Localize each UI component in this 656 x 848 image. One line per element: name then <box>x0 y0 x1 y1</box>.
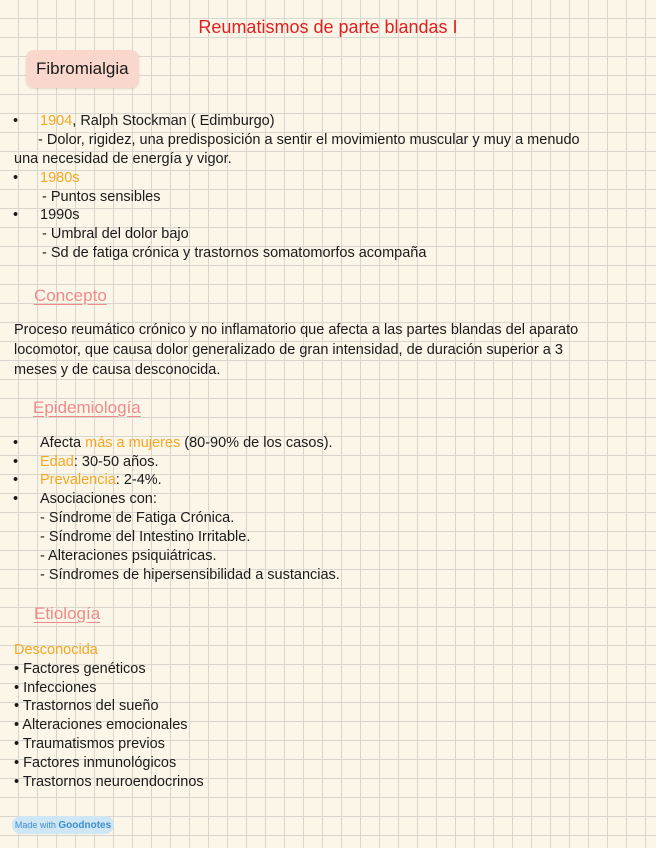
epi-prevalencia-label: Prevalencia <box>40 472 116 488</box>
etiologia-item-6: • Factores inmunológicos <box>14 755 177 771</box>
page-title: Reumatismos de parte blandas I <box>198 17 458 37</box>
badge-brand: Goodnotes <box>58 820 112 831</box>
concepto-paragraph <box>14 320 644 380</box>
epi-afecta-post: (80-90% de los casos). <box>180 435 333 451</box>
history-1990s-desc-2: - Sd de fatiga crónica y trastornos somatomorfos acompaña <box>42 245 427 261</box>
badge-made-with: Made with <box>14 820 56 830</box>
history-1904-author: , Ralph Stockman ( Edimburgo) <box>72 113 275 129</box>
year-1904: 1904 <box>40 113 73 129</box>
epi-asociacion-2: - Síndrome del Intestino Irritable. <box>40 529 251 545</box>
history-1904-desc-cont: una necesidad de energía y vigor. <box>14 151 232 167</box>
epi-asociacion-1: - Síndrome de Fatiga Crónica. <box>40 510 235 526</box>
concepto-line-1: Proceso reumático crónico y no inflamatorio que afecta a las partes blandas del aparato <box>14 322 579 338</box>
history-1980s-desc: - Puntos sensibles <box>42 189 161 205</box>
epi-edad-value: : 30-50 años. <box>73 454 159 470</box>
etiologia-subheading: Desconocida <box>14 642 98 658</box>
goodnotes-badge[interactable] <box>12 816 114 834</box>
etiologia-item-3: • Trastornos del sueño <box>14 698 159 714</box>
year-1990s: 1990s <box>40 207 80 223</box>
concepto-line-2: locomotor, que causa dolor generalizado de gran intensidad, de duración superior a 3 <box>14 342 563 358</box>
bullet: • <box>13 454 19 470</box>
epi-edad-label: Edad <box>40 454 74 470</box>
history-1990s-desc-1: - Umbral del dolor bajo <box>42 226 189 242</box>
bullet: • <box>13 472 19 488</box>
etiologia-item-4: • Alteraciones emocionales <box>14 717 188 733</box>
bullet: • <box>13 170 19 186</box>
bullet: • <box>13 113 19 129</box>
epi-afecta-pre: Afecta <box>40 435 86 451</box>
epi-asociacion-3: - Alteraciones psiquiátricas. <box>40 548 217 564</box>
bullet: • <box>13 435 19 451</box>
etiologia-item-2: • Infecciones <box>14 680 97 696</box>
topic-tag: Fibromialgia <box>26 50 139 88</box>
etiologia-item-7: • Trastornos neuroendocrinos <box>14 774 204 790</box>
epi-asociaciones-label: Asociaciones con: <box>40 491 157 507</box>
epi-afecta-highlight: más a mujeres <box>85 435 181 451</box>
bullet: • <box>13 491 19 507</box>
bullet: • <box>13 207 19 223</box>
etiologia-item-1: • Factores genéticos <box>14 661 146 677</box>
etiologia-item-5: • Traumatismos previos <box>14 736 165 752</box>
history-1904-desc: - Dolor, rigidez, una predisposición a sentir el movimiento muscular y muy a menudo <box>38 132 580 148</box>
section-heading-etiologia: Etiología <box>34 604 101 623</box>
year-1980s: 1980s <box>40 170 80 186</box>
epi-prevalencia-value: : 2-4%. <box>115 472 162 488</box>
concepto-line-3: meses y de causa desconocida. <box>14 362 221 378</box>
epi-asociacion-4: - Síndromes de hipersensibilidad a sustancias. <box>40 567 340 583</box>
section-heading-epidemiologia: Epidemiología <box>33 398 141 417</box>
section-heading-concepto: Concepto <box>34 286 107 305</box>
